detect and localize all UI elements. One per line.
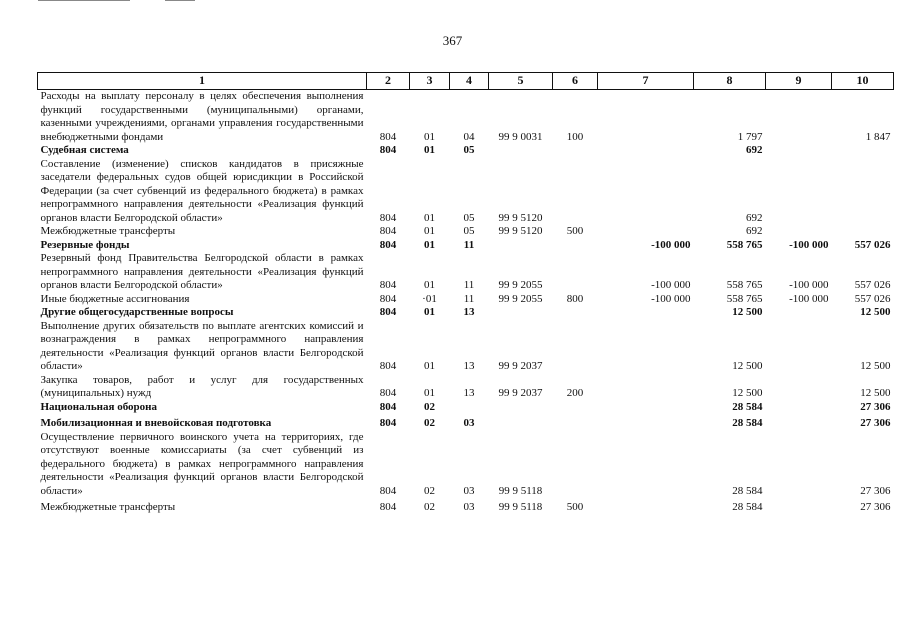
cell-target-article: 99 9 2055 [498, 292, 543, 305]
cell-ministry-code: 804 [379, 292, 397, 305]
cell-amount: 28 584 [732, 400, 763, 413]
cell-amount: -100 000 [651, 279, 691, 291]
table-row [38, 90, 894, 145]
cell-section: 02 [424, 417, 435, 429]
cell-target-article [489, 401, 553, 415]
row-description: Закупка товаров, работ и услуг для государственных (муниципальных) нужд [40, 373, 364, 399]
column-header: 7 [598, 73, 694, 90]
cell-subsection: 11 [463, 238, 475, 251]
cell-amount [766, 144, 832, 158]
cell-amount: -100 000 [789, 292, 829, 305]
column-header: 10 [832, 73, 894, 90]
cell-target-article [489, 144, 553, 158]
cell-ministry-code: 804 [379, 225, 397, 237]
cell-amount [598, 90, 694, 145]
cell-target-article: 99 9 0031 [498, 130, 543, 143]
cell-amount [766, 158, 832, 226]
cell-amount [598, 144, 694, 158]
cell-target-article: 99 9 5118 [498, 484, 543, 497]
cell-ministry-code: 804 [379, 238, 397, 251]
cell-amount [766, 498, 832, 515]
cell-amount: 12 500 [860, 387, 891, 399]
cell-amount: 28 584 [732, 417, 763, 429]
cell-ministry-code: 804 [379, 306, 397, 318]
cell-amount: 558 765 [726, 238, 763, 251]
cell-amount: 558 765 [726, 292, 763, 305]
cell-ministry-code: 804 [379, 130, 397, 143]
cell-amount: 12 500 [732, 360, 763, 372]
row-description: Межбюджетные трансферты [40, 501, 176, 513]
table-row [38, 320, 894, 374]
cell-target-article: 99 9 2037 [498, 387, 543, 399]
cell-section: 01 [424, 211, 435, 224]
cell-amount: -100 000 [789, 238, 829, 251]
table-row [38, 293, 894, 307]
table-row [38, 401, 894, 415]
column-header: 9 [766, 73, 832, 90]
cell-section: 02 [424, 484, 435, 497]
cell-amount [598, 158, 694, 226]
row-description: Иные бюджетные ассигнования [40, 292, 190, 305]
row-description: Национальная оборона [40, 400, 158, 413]
cell-expense-type [553, 306, 598, 320]
cell-amount: 27 306 [860, 484, 891, 497]
cell-section: 01 [424, 144, 435, 156]
cell-target-article [489, 414, 553, 431]
cell-ministry-code: 804 [379, 400, 397, 413]
cell-target-article: 99 9 5120 [498, 211, 543, 224]
cell-amount: 27 306 [860, 501, 891, 513]
cell-subsection: 03 [463, 484, 475, 497]
cell-expense-type [553, 239, 598, 253]
column-header: 6 [553, 73, 598, 90]
cell-section: 01 [424, 387, 435, 399]
cell-expense-type [553, 320, 598, 374]
column-header: 3 [410, 73, 450, 90]
row-description: Выполнение других обязательств по выплате агентских комиссий и вознаграждения в рамках непрограммного направления деятельности «Реализация функций органов власти Белгородской области» [40, 319, 364, 372]
cell-amount: 557 026 [854, 292, 891, 305]
table-row [38, 252, 894, 293]
cell-amount: 1 847 [865, 130, 891, 143]
cell-ministry-code: 804 [379, 279, 397, 291]
cell-amount: 12 500 [732, 306, 763, 318]
cell-section: 01 [424, 130, 435, 143]
cell-section: 01 [424, 279, 435, 291]
cell-ministry-code: 804 [379, 144, 397, 156]
cell-amount [598, 414, 694, 431]
cell-amount [598, 374, 694, 401]
cell-ministry-code: 804 [379, 360, 397, 372]
cell-ministry-code: 804 [379, 417, 397, 429]
cell-subsection: 11 [463, 279, 475, 291]
row-description: Межбюджетные трансферты [40, 225, 176, 237]
cell-expense-type: 100 [566, 130, 584, 143]
row-description: Расходы на выплату персоналу в целях обеспечения выполнения функций государственными (муниципальными) органами, казенными учреждениями, органами управления государственными внебюджетными фондами [40, 90, 364, 143]
row-description: Резервный фонд Правительства Белгородской области в рамках непрограммного направления деятельности «Реализация функций органов власти Белгородской области» [40, 252, 364, 291]
column-header: 4 [450, 73, 489, 90]
scan-artifact-line [38, 0, 130, 1]
scan-artifact-line [165, 0, 195, 1]
cell-amount: 558 765 [726, 279, 763, 291]
table-row [38, 306, 894, 320]
cell-expense-type: 200 [566, 387, 584, 399]
cell-expense-type [553, 144, 598, 158]
cell-expense-type [553, 401, 598, 415]
cell-amount [832, 144, 894, 158]
cell-target-article: 99 9 2037 [498, 360, 543, 372]
table-row [38, 414, 894, 431]
cell-section: 01 [424, 360, 435, 372]
cell-amount: 692 [746, 225, 763, 237]
cell-amount: 12 500 [860, 360, 891, 372]
cell-subsection: 03 [463, 501, 475, 513]
cell-section: 02 [424, 400, 435, 413]
table-row [38, 158, 894, 226]
column-header: 2 [367, 73, 410, 90]
row-description: Судебная система [40, 144, 129, 156]
cell-subsection: 05 [463, 144, 475, 156]
cell-expense-type [553, 252, 598, 293]
cell-amount [598, 225, 694, 239]
page-number: 367 [442, 33, 463, 48]
cell-amount: -100 000 [651, 238, 691, 251]
cell-amount: 12 500 [732, 387, 763, 399]
cell-amount [598, 401, 694, 415]
cell-amount [598, 306, 694, 320]
cell-amount [766, 90, 832, 145]
cell-expense-type: 500 [566, 501, 584, 513]
table-row [38, 144, 894, 158]
cell-section: 02 [424, 501, 435, 513]
cell-expense-type: 800 [566, 292, 584, 305]
cell-amount [598, 498, 694, 515]
cell-amount: 27 306 [860, 400, 891, 413]
cell-section: ·01 [422, 292, 437, 305]
cell-target-article: 99 9 5120 [498, 225, 543, 237]
cell-subsection: 13 [463, 387, 475, 399]
cell-section: 01 [424, 238, 435, 251]
cell-expense-type: 500 [566, 225, 584, 237]
row-description: Другие общегосударственные вопросы [40, 306, 234, 318]
row-description: Составление (изменение) списков кандидатов в присяжные заседатели федеральных судов общей юрисдикции в Российской Федерации (за счет субвенций из федерального бюджета) в рамках непрограммного направления деятельности «Реализация функций органов власти Белгородской области» [40, 157, 364, 224]
cell-section: 01 [424, 306, 435, 318]
table-row [38, 498, 894, 515]
cell-amount: 1 797 [737, 130, 763, 143]
table-row [38, 374, 894, 401]
cell-amount: 28 584 [732, 501, 763, 513]
cell-target-article [489, 239, 553, 253]
cell-subsection: 11 [463, 292, 475, 305]
row-description: Осуществление первичного воинского учета на территориях, где отсутствуют военные комиссариаты (за счет субвенций из федерального бюджета) в рамках непрограммного направления деятельности «Реализация функций органов власти Белгородской области» [40, 430, 364, 497]
cell-subsection: 13 [463, 306, 475, 318]
cell-expense-type [553, 414, 598, 431]
cell-subsection: 04 [463, 130, 475, 143]
cell-subsection [450, 401, 489, 415]
cell-amount [766, 306, 832, 320]
cell-ministry-code: 804 [379, 387, 397, 399]
row-description: Мобилизационная и вневойсковая подготовка [40, 417, 272, 429]
cell-target-article [489, 306, 553, 320]
table-header-row [38, 73, 894, 90]
cell-amount: 12 500 [860, 306, 891, 318]
cell-amount [832, 158, 894, 226]
cell-amount: 557 026 [854, 279, 891, 291]
cell-amount: -100 000 [651, 292, 691, 305]
column-header: 1 [38, 73, 367, 90]
cell-amount [766, 320, 832, 374]
cell-amount [766, 414, 832, 431]
cell-amount [766, 225, 832, 239]
cell-subsection: 03 [463, 417, 475, 429]
cell-amount: 27 306 [860, 417, 891, 429]
cell-subsection: 05 [463, 211, 475, 224]
cell-subsection: 13 [463, 360, 475, 372]
cell-ministry-code: 804 [379, 501, 397, 513]
cell-subsection: 05 [463, 225, 475, 237]
cell-amount: 557 026 [854, 238, 891, 251]
table-row [38, 239, 894, 253]
cell-amount [766, 374, 832, 401]
cell-expense-type [553, 431, 598, 499]
cell-amount [766, 401, 832, 415]
cell-amount: 692 [746, 144, 763, 156]
cell-ministry-code: 804 [379, 211, 397, 224]
column-header: 8 [694, 73, 766, 90]
cell-amount [832, 225, 894, 239]
cell-amount [598, 320, 694, 374]
cell-target-article: 99 9 2055 [498, 279, 543, 291]
column-header: 5 [489, 73, 553, 90]
cell-amount: 692 [746, 211, 763, 224]
table-row [38, 225, 894, 239]
cell-amount [766, 431, 832, 499]
table-row [38, 431, 894, 499]
row-description: Резервные фонды [40, 238, 130, 251]
cell-amount [598, 431, 694, 499]
cell-ministry-code: 804 [379, 484, 397, 497]
cell-expense-type [553, 158, 598, 226]
cell-section: 01 [424, 225, 435, 237]
budget-table [37, 72, 894, 515]
cell-amount: 28 584 [732, 484, 763, 497]
cell-target-article: 99 9 5118 [498, 501, 543, 513]
cell-amount: -100 000 [789, 279, 829, 291]
